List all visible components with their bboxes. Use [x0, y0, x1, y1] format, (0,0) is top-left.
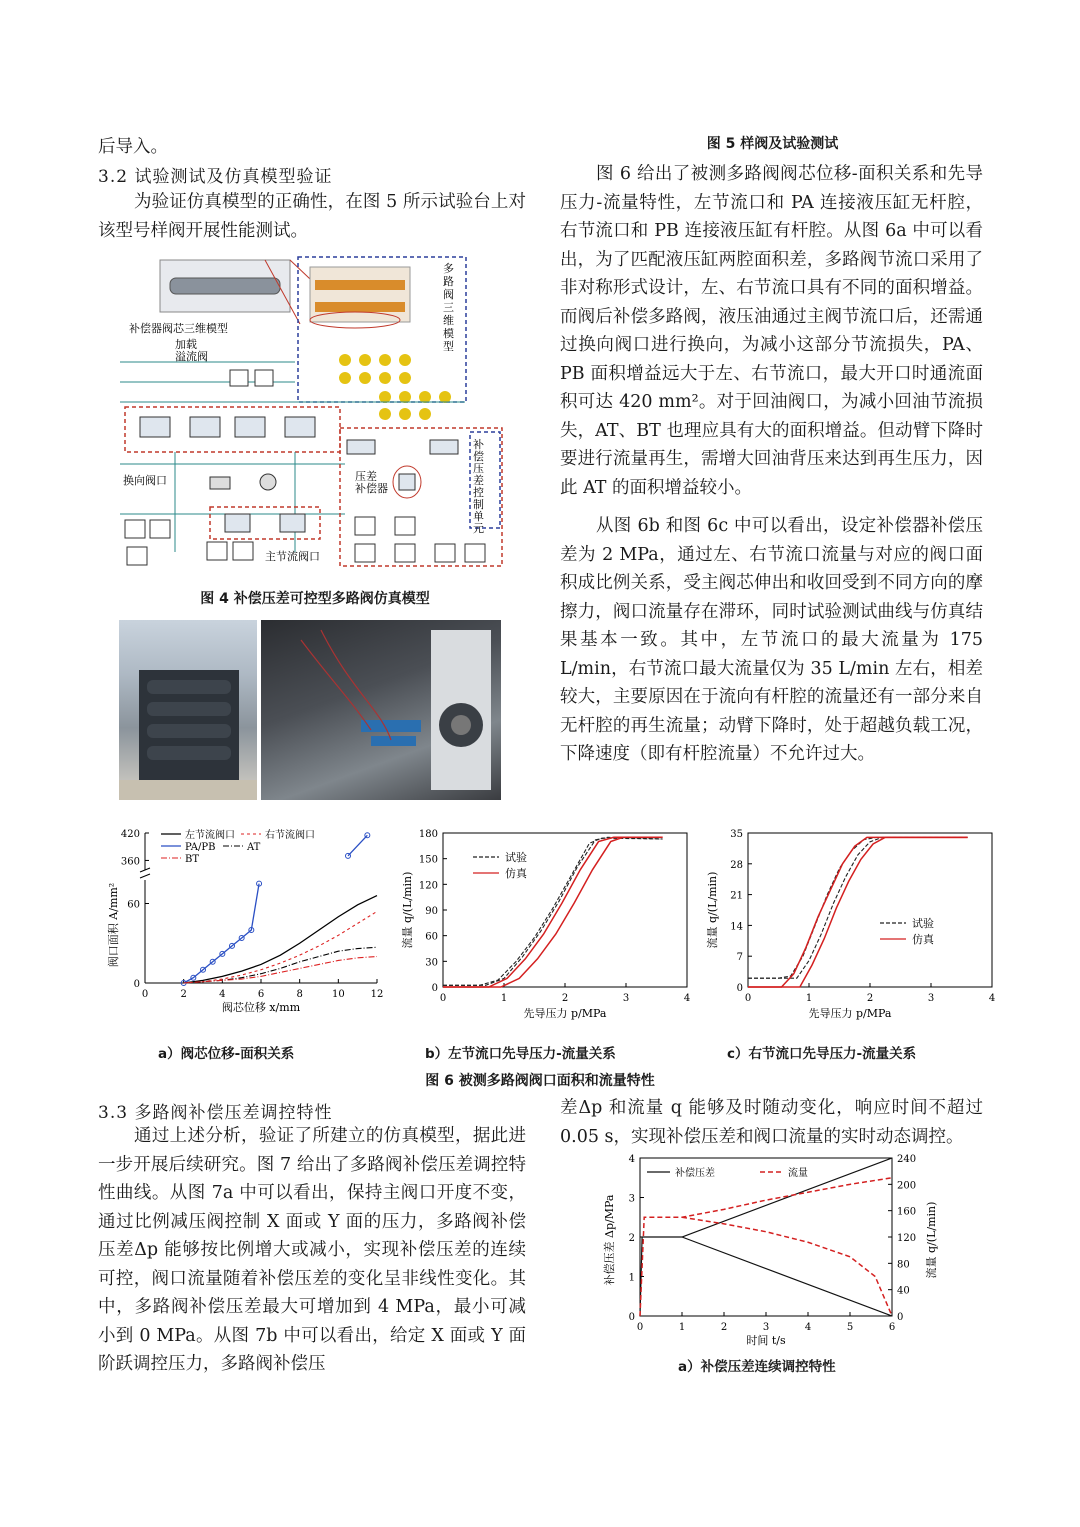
plot-frame	[443, 833, 687, 987]
y-tick-label: 60	[425, 931, 438, 943]
series-line-experiment	[748, 837, 968, 978]
fig5-photo-valve	[119, 620, 257, 800]
section-3-3-body	[98, 1122, 526, 1379]
fig6a-subcaption: a）阀芯位移-面积关系	[158, 1046, 295, 1062]
legend-label: 仿真	[505, 867, 527, 880]
series-line-pa-pb-upper	[348, 835, 367, 856]
y-tick-label: 7	[736, 952, 743, 964]
x-tick-label: 0	[439, 993, 447, 1004]
y-right-axis-label: 流量 q/(L/min)	[925, 1201, 938, 1279]
legend-label: 仿真	[912, 933, 934, 946]
y-tick-label: 30	[425, 957, 438, 969]
y-right-tick-label: 0	[897, 1312, 904, 1323]
x-tick-label: 4	[683, 993, 691, 1004]
x-tick-label: 0	[636, 1322, 644, 1333]
legend-label: BT	[185, 854, 200, 865]
y-right-tick-label: 160	[897, 1206, 917, 1218]
para-3-3: 通过上述分析，验证了所建立的仿真模型，据此进一步开展后续研究。图 7 给出了多路阀补偿压差调控特性曲线。从图 7a 中可以看出，保持主阀口开度不变，通过比例减压阀控制 X 面或 Y 面的压力，多路阀补偿压差Δp 能够按比例增大或减小，实现补偿压差的连续可控，阀口流量随着补偿压差的变化呈非线性变化。其中，多路阀补偿压差最大可增加到 4 MPa，最小可减小到 0 MPa。从图 7b 中可以看出，给定 X 面或 Y 面阶跃调控压力，多路阀补偿压	[98, 1126, 526, 1374]
fig7a-subcaption: a）补偿压差连续调控特性	[678, 1359, 836, 1375]
y-tick-label: 35	[730, 829, 743, 840]
x-tick-label: 8	[296, 989, 303, 1000]
x-tick-label: 2	[561, 993, 569, 1004]
fig4-caption: 图 4 补偿压差可控型多路阀仿真模型	[200, 591, 430, 607]
fig7a-chart	[595, 1150, 955, 1350]
right-body-2	[560, 1094, 983, 1151]
intro-line: 后导入。	[98, 137, 168, 157]
y-axis-label: 补偿压差 Δp/MPa	[603, 1194, 616, 1286]
x-tick-label: 10	[331, 989, 345, 1000]
legend-label: AT	[247, 842, 261, 853]
y-right-tick-label: 80	[897, 1259, 910, 1271]
series-line-1	[184, 911, 377, 983]
x-tick-label: 3	[762, 1322, 770, 1333]
x-tick-label: 1	[678, 1322, 686, 1333]
x-tick-label: 1	[805, 993, 813, 1004]
x-axis-label: 时间 t/s	[746, 1334, 786, 1347]
para-3-2: 为验证仿真模型的正确性，在图 5 所示试验台上对该型号样阀开展性能测试。	[98, 192, 526, 241]
fig5-photo-testbench	[261, 620, 501, 800]
legend-label: PA/PB	[185, 842, 216, 853]
legend-label: 补偿压差	[675, 1168, 715, 1179]
y-tick-label: 0	[628, 1312, 635, 1323]
y-tick-label: 2	[628, 1233, 635, 1244]
plot-frame	[748, 833, 992, 987]
compensator-core-label: 补偿器阀芯三维模型	[129, 322, 228, 335]
y-axis-label: 流量 q/(L/min)	[706, 871, 719, 949]
right-body-1	[560, 160, 983, 769]
series-line-simulation	[748, 837, 968, 987]
para-fig7: 差Δp 和流量 q 能够及时随动变化，响应时间不超过 0.05 s，实现补偿压差和阀口流量的实时动态调控。	[560, 1098, 983, 1147]
x-tick-label: 3	[622, 993, 630, 1004]
x-tick-label: 6	[888, 1322, 896, 1333]
series-line-pressure	[682, 1237, 892, 1316]
y-right-tick-label: 120	[897, 1233, 917, 1244]
x-tick-label: 1	[500, 993, 508, 1004]
series-line-experiment	[443, 837, 663, 985]
y-right-tick-label: 200	[897, 1180, 917, 1192]
fig6c-chart	[700, 825, 1000, 1025]
fig6b-subcaption: b）左节流口先导压力-流量关系	[425, 1046, 616, 1062]
x-tick-label: 0	[744, 993, 752, 1004]
y-axis-label: 流量 q/(L/min)	[401, 871, 414, 949]
x-tick-label: 5	[846, 1322, 854, 1333]
para-fig6bc: 从图 6b 和图 6c 中可以看出，设定补偿器补偿压差为 2 MPa，通过左、右节流口流量与对应的阀口面积成比例关系，受主阀芯伸出和收回受到不同方向的摩擦力，阀口流量存在滞环，同时试验测试曲线与仿真结果基本一致。其中，左节流口的最大流量为 175 L/min，右节流口最大流量仅为 35 L/min 左右，相差较大，主要原因在于流向有杆腔的流量还有一部分来自无杆腔的再生流量；动臂下降时，处于超越负载工况，下降速度（即有杆腔流量）不允许过大。	[560, 516, 983, 764]
x-tick-label: 12	[370, 989, 384, 1000]
x-tick-label: 2	[720, 1322, 728, 1333]
series-line-flow	[682, 1217, 892, 1316]
y-axis-label: 阀口面积 A/mm²	[107, 882, 120, 968]
legend-label: 左节流阀口	[185, 830, 235, 841]
fig6c-subcaption: c）右节流口先导压力-流量关系	[727, 1046, 917, 1062]
y-tick-label: 3	[628, 1193, 635, 1205]
legend-label: 流量	[788, 1168, 808, 1179]
y-tick-label: 360	[120, 856, 140, 868]
x-tick-label: 6	[257, 989, 265, 1000]
legend-label: 右节流阀口	[265, 830, 315, 841]
loading-relief-label: 加载溢流阀	[175, 338, 208, 363]
y-tick-label: 0	[736, 983, 743, 994]
multiway-3d-label: 多路阀三维模型	[443, 262, 454, 353]
x-tick-label: 4	[988, 993, 996, 1004]
x-tick-label: 2	[180, 989, 187, 1000]
fig6a-chart	[95, 825, 395, 1025]
y-tick-label: 0	[133, 979, 140, 990]
main-throttle-label: 主节流阀口	[265, 550, 320, 563]
reversing-port-label: 换向阀口	[123, 474, 167, 487]
section-3-2-title: 3.2 试验测试及仿真模型验证	[98, 167, 333, 187]
series-line-3	[184, 947, 377, 983]
y-tick-label: 1	[628, 1272, 635, 1284]
x-axis-label: 先导压力 p/MPa	[808, 1007, 892, 1020]
x-tick-label: 0	[141, 989, 149, 1000]
series-line-flow	[640, 1178, 892, 1316]
x-tick-label: 3	[927, 993, 935, 1004]
fig6b-chart	[395, 825, 695, 1025]
y-tick-label: 180	[418, 829, 438, 840]
y-tick-label: 14	[730, 921, 743, 933]
legend-label: 试验	[505, 851, 527, 864]
series-line-0	[184, 896, 377, 983]
fig5-caption: 图 5 样阀及试验测试	[706, 136, 839, 152]
para-fig6a: 图 6 给出了被测多路阀阀芯位移-面积关系和先导压力-流量特性，左节流口和 PA 连接液压缸无杆腔，右节流口和 PB 连接液压缸有杆腔。从图 6a 中可以看出，为了匹配液压缸两腔面积差，多路阀节流口采用了非对称形式设计，左、右节流口具有不同的面积增益。而阀后补偿多路阀，液压油通过主阀节流口后，还需通过换向阀口进行换向，为减小这部分节流损失，PA、PB 面积增益远大于左、右节流口，最大开口时通流面积可达 420 mm²。对于回油阀口，为减小回油节流损失，AT、BT 也理应具有大的面积增益。但动臂下降时要进行流量再生，需增大回油背压来达到再生压力，因此 AT 的面积增益较小。	[560, 164, 983, 498]
legend-label: 试验	[912, 917, 934, 930]
compensator-label: 压差补偿器	[355, 470, 388, 495]
y-tick-label: 21	[730, 890, 743, 902]
x-tick-label: 2	[866, 993, 874, 1004]
left-intro	[98, 133, 528, 162]
y-tick-label: 420	[120, 829, 140, 840]
series-line-pa-pb-lower	[184, 884, 259, 983]
x-tick-label: 4	[219, 989, 226, 1000]
x-tick-label: 4	[804, 1322, 812, 1333]
series-line-simulation	[748, 837, 968, 987]
y-tick-label: 90	[425, 906, 438, 917]
fig4-schematic	[115, 252, 515, 574]
x-axis-label: 阀芯位移 x/mm	[221, 1001, 301, 1014]
y-tick-label: 4	[628, 1154, 635, 1165]
series-line-experiment	[748, 837, 968, 978]
y-tick-label: 150	[418, 854, 438, 866]
y-right-tick-label: 40	[897, 1285, 910, 1297]
series-line-pressure	[640, 1158, 892, 1316]
x-axis-label: 先导压力 p/MPa	[523, 1007, 607, 1020]
fig6-caption: 图 6 被测多路阀阀口面积和流量特性	[425, 1073, 655, 1089]
axis-break-mark	[140, 874, 150, 878]
y-right-tick-label: 240	[897, 1154, 917, 1165]
pa-pb-marker	[365, 833, 370, 838]
y-tick-label: 28	[730, 859, 743, 871]
y-tick-label: 60	[127, 899, 140, 911]
y-tick-label: 0	[431, 983, 438, 994]
y-tick-label: 120	[418, 880, 438, 892]
comp-control-unit-label: 补偿压差控制单元	[473, 438, 484, 535]
section-3-3-title: 3.3 多路阀补偿压差调控特性	[98, 1103, 333, 1123]
section-3-2-body	[98, 188, 526, 245]
